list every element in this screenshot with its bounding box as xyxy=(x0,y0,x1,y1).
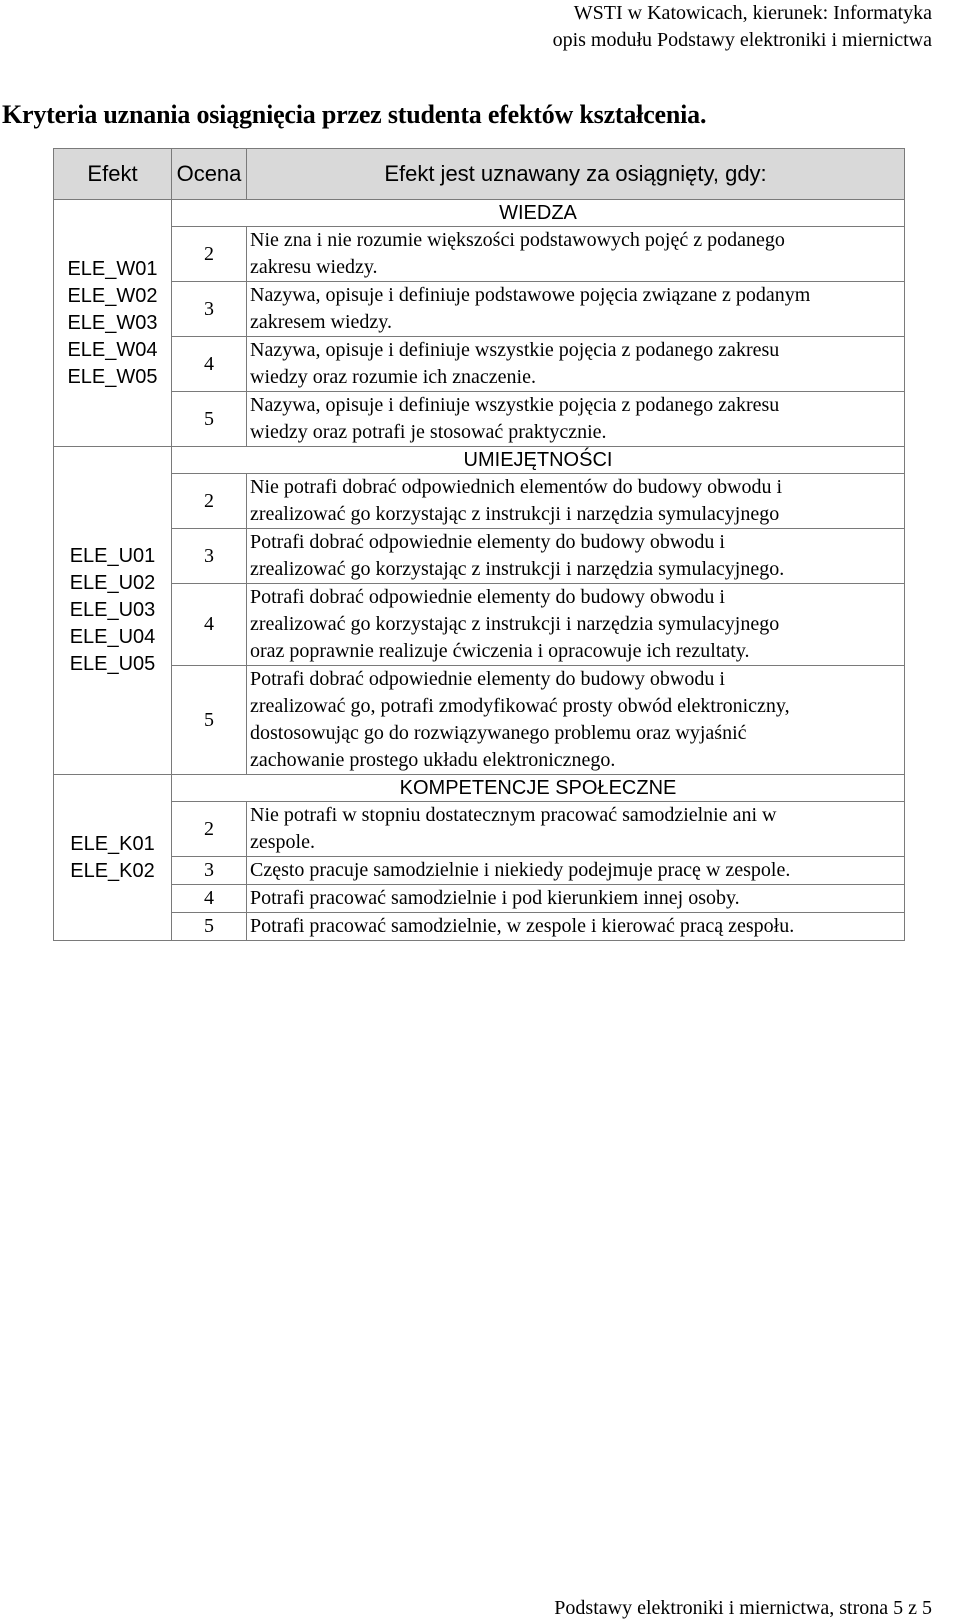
criteria-line: dostosowując go do rozwiązywanego problemu oraz wyjaśnić xyxy=(250,722,747,744)
criteria-line: Często pracuje samodzielnie i niekiedy podejmuje pracę w zespole. xyxy=(250,859,791,881)
criteria-line: zachowanie prostego układu elektronicznego. xyxy=(250,749,616,771)
criteria-line: zrealizować go korzystając z instrukcji i narzędzia symulacyjnego. xyxy=(250,558,785,580)
criteria-line: zakresem wiedzy. xyxy=(250,311,392,333)
page-title: Kryteria uznania osiągnięcia przez studenta efektów kształcenia. xyxy=(2,100,707,129)
effect-code: ELE_W03 xyxy=(67,311,158,334)
criteria-line: zrealizować go korzystając z instrukcji i narzędzia symulacyjnego xyxy=(250,503,780,525)
criteria-line: Nie zna i nie rozumie większości podstawowych pojęć z podanego xyxy=(250,229,785,251)
header-criteria: Efekt jest uznawany za osiągnięty, gdy: xyxy=(247,149,905,200)
criteria-line: Potrafi dobrać odpowiednie elementy do budowy obwodu i xyxy=(250,531,725,553)
grade-cell: 5 xyxy=(172,913,247,941)
criteria-cell xyxy=(247,885,905,913)
header-effect: Efekt xyxy=(54,149,172,200)
section-title: WIEDZA xyxy=(172,200,905,227)
effect-code: ELE_U04 xyxy=(69,626,156,648)
criteria-cell xyxy=(247,802,905,857)
table-row xyxy=(54,474,905,529)
effect-code: ELE_W01 xyxy=(67,257,158,280)
effect-code: ELE_U01 xyxy=(69,545,156,567)
grade-cell: 4 xyxy=(172,885,247,913)
criteria-line: Potrafi dobrać odpowiednie elementy do budowy obwodu i xyxy=(250,586,725,608)
grade-cell: 2 xyxy=(172,474,247,529)
criteria-line: Potrafi pracować samodzielnie, w zespole i kierować pracą zespołu. xyxy=(250,915,795,937)
section-title: KOMPETENCJE SPOŁECZNE xyxy=(172,775,905,802)
grade-cell: 3 xyxy=(172,857,247,885)
criteria-line: Nie potrafi dobrać odpowiednich elementów do budowy obwodu i xyxy=(250,476,783,498)
criteria-cell xyxy=(247,584,905,666)
criteria-line: Nazywa, opisuje i definiuje wszystkie pojęcia z podanego zakresu xyxy=(250,394,780,416)
criteria-cell xyxy=(247,392,905,447)
criteria-cell xyxy=(247,857,905,885)
table-row xyxy=(54,227,905,282)
effect-code: ELE_U03 xyxy=(69,599,156,621)
page-footer: Podstawy elektroniki i miernictwa, strona 5 z 5 xyxy=(554,1597,932,1619)
grade-cell: 3 xyxy=(172,282,247,337)
criteria-line: zrealizować go, potrafi zmodyfikować prosty obwód elektroniczny, xyxy=(250,695,790,717)
criteria-line: wiedzy oraz rozumie ich znaczenie. xyxy=(250,366,536,388)
criteria-cell xyxy=(247,666,905,775)
table-row xyxy=(54,392,905,447)
grade-cell: 5 xyxy=(172,392,247,447)
criteria-line: zakresu wiedzy. xyxy=(250,256,378,278)
header-module: opis modułu Podstawy elektroniki i miernictwa xyxy=(552,29,932,51)
page-header xyxy=(553,0,932,54)
effect-code: ELE_K01 xyxy=(70,832,155,855)
table-row xyxy=(54,584,905,666)
effect-code: ELE_K02 xyxy=(70,859,155,882)
table-row xyxy=(54,337,905,392)
section-title-row xyxy=(54,447,905,474)
table-row xyxy=(54,857,905,885)
criteria-line: Nazywa, opisuje i definiuje wszystkie pojęcia z podanego zakresu xyxy=(250,339,780,361)
criteria-cell xyxy=(247,227,905,282)
header-institution: WSTI w Katowicach, kierunek: Informatyka xyxy=(573,2,932,24)
grade-cell: 4 xyxy=(172,337,247,392)
criteria-cell xyxy=(247,913,905,941)
effect-code: ELE_W02 xyxy=(67,284,158,307)
effect-code: ELE_U05 xyxy=(69,653,156,675)
effect-codes-cell xyxy=(54,200,172,447)
table-row xyxy=(54,529,905,584)
section-title-row xyxy=(54,200,905,227)
criteria-table xyxy=(53,148,905,941)
table-row xyxy=(54,885,905,913)
grade-cell: 3 xyxy=(172,529,247,584)
criteria-line: zrealizować go korzystając z instrukcji i narzędzia symulacyjnego xyxy=(250,613,780,635)
table-row xyxy=(54,913,905,941)
table-row xyxy=(54,666,905,775)
effect-codes-cell xyxy=(54,775,172,941)
criteria-cell xyxy=(247,529,905,584)
effect-code: ELE_W04 xyxy=(67,338,158,361)
criteria-line: wiedzy oraz potrafi je stosować praktycznie. xyxy=(250,421,607,443)
effect-codes-cell xyxy=(54,447,172,775)
criteria-line: oraz poprawnie realizuje ćwiczenia i opracowuje ich rezultaty. xyxy=(250,640,750,662)
criteria-cell xyxy=(247,282,905,337)
header-grade: Ocena xyxy=(172,149,247,200)
criteria-line: zespole. xyxy=(250,831,315,853)
table-row xyxy=(54,282,905,337)
grade-cell: 4 xyxy=(172,584,247,666)
grade-cell: 2 xyxy=(172,802,247,857)
table-header-row xyxy=(54,149,905,200)
effect-code: ELE_W05 xyxy=(67,365,158,388)
criteria-line: Nie potrafi w stopniu dostatecznym pracować samodzielnie ani w xyxy=(250,804,777,826)
criteria-cell xyxy=(247,474,905,529)
criteria-cell xyxy=(247,337,905,392)
criteria-line: Potrafi pracować samodzielnie i pod kierunkiem innej osoby. xyxy=(250,887,740,909)
table-row xyxy=(54,802,905,857)
grade-cell: 5 xyxy=(172,666,247,775)
section-title: UMIEJĘTNOŚCI xyxy=(172,447,905,474)
criteria-line: Potrafi dobrać odpowiednie elementy do budowy obwodu i xyxy=(250,668,725,690)
section-title-row xyxy=(54,775,905,802)
criteria-line: Nazywa, opisuje i definiuje podstawowe pojęcia związane z podanym xyxy=(250,284,811,306)
effect-code: ELE_U02 xyxy=(69,572,156,594)
grade-cell: 2 xyxy=(172,227,247,282)
